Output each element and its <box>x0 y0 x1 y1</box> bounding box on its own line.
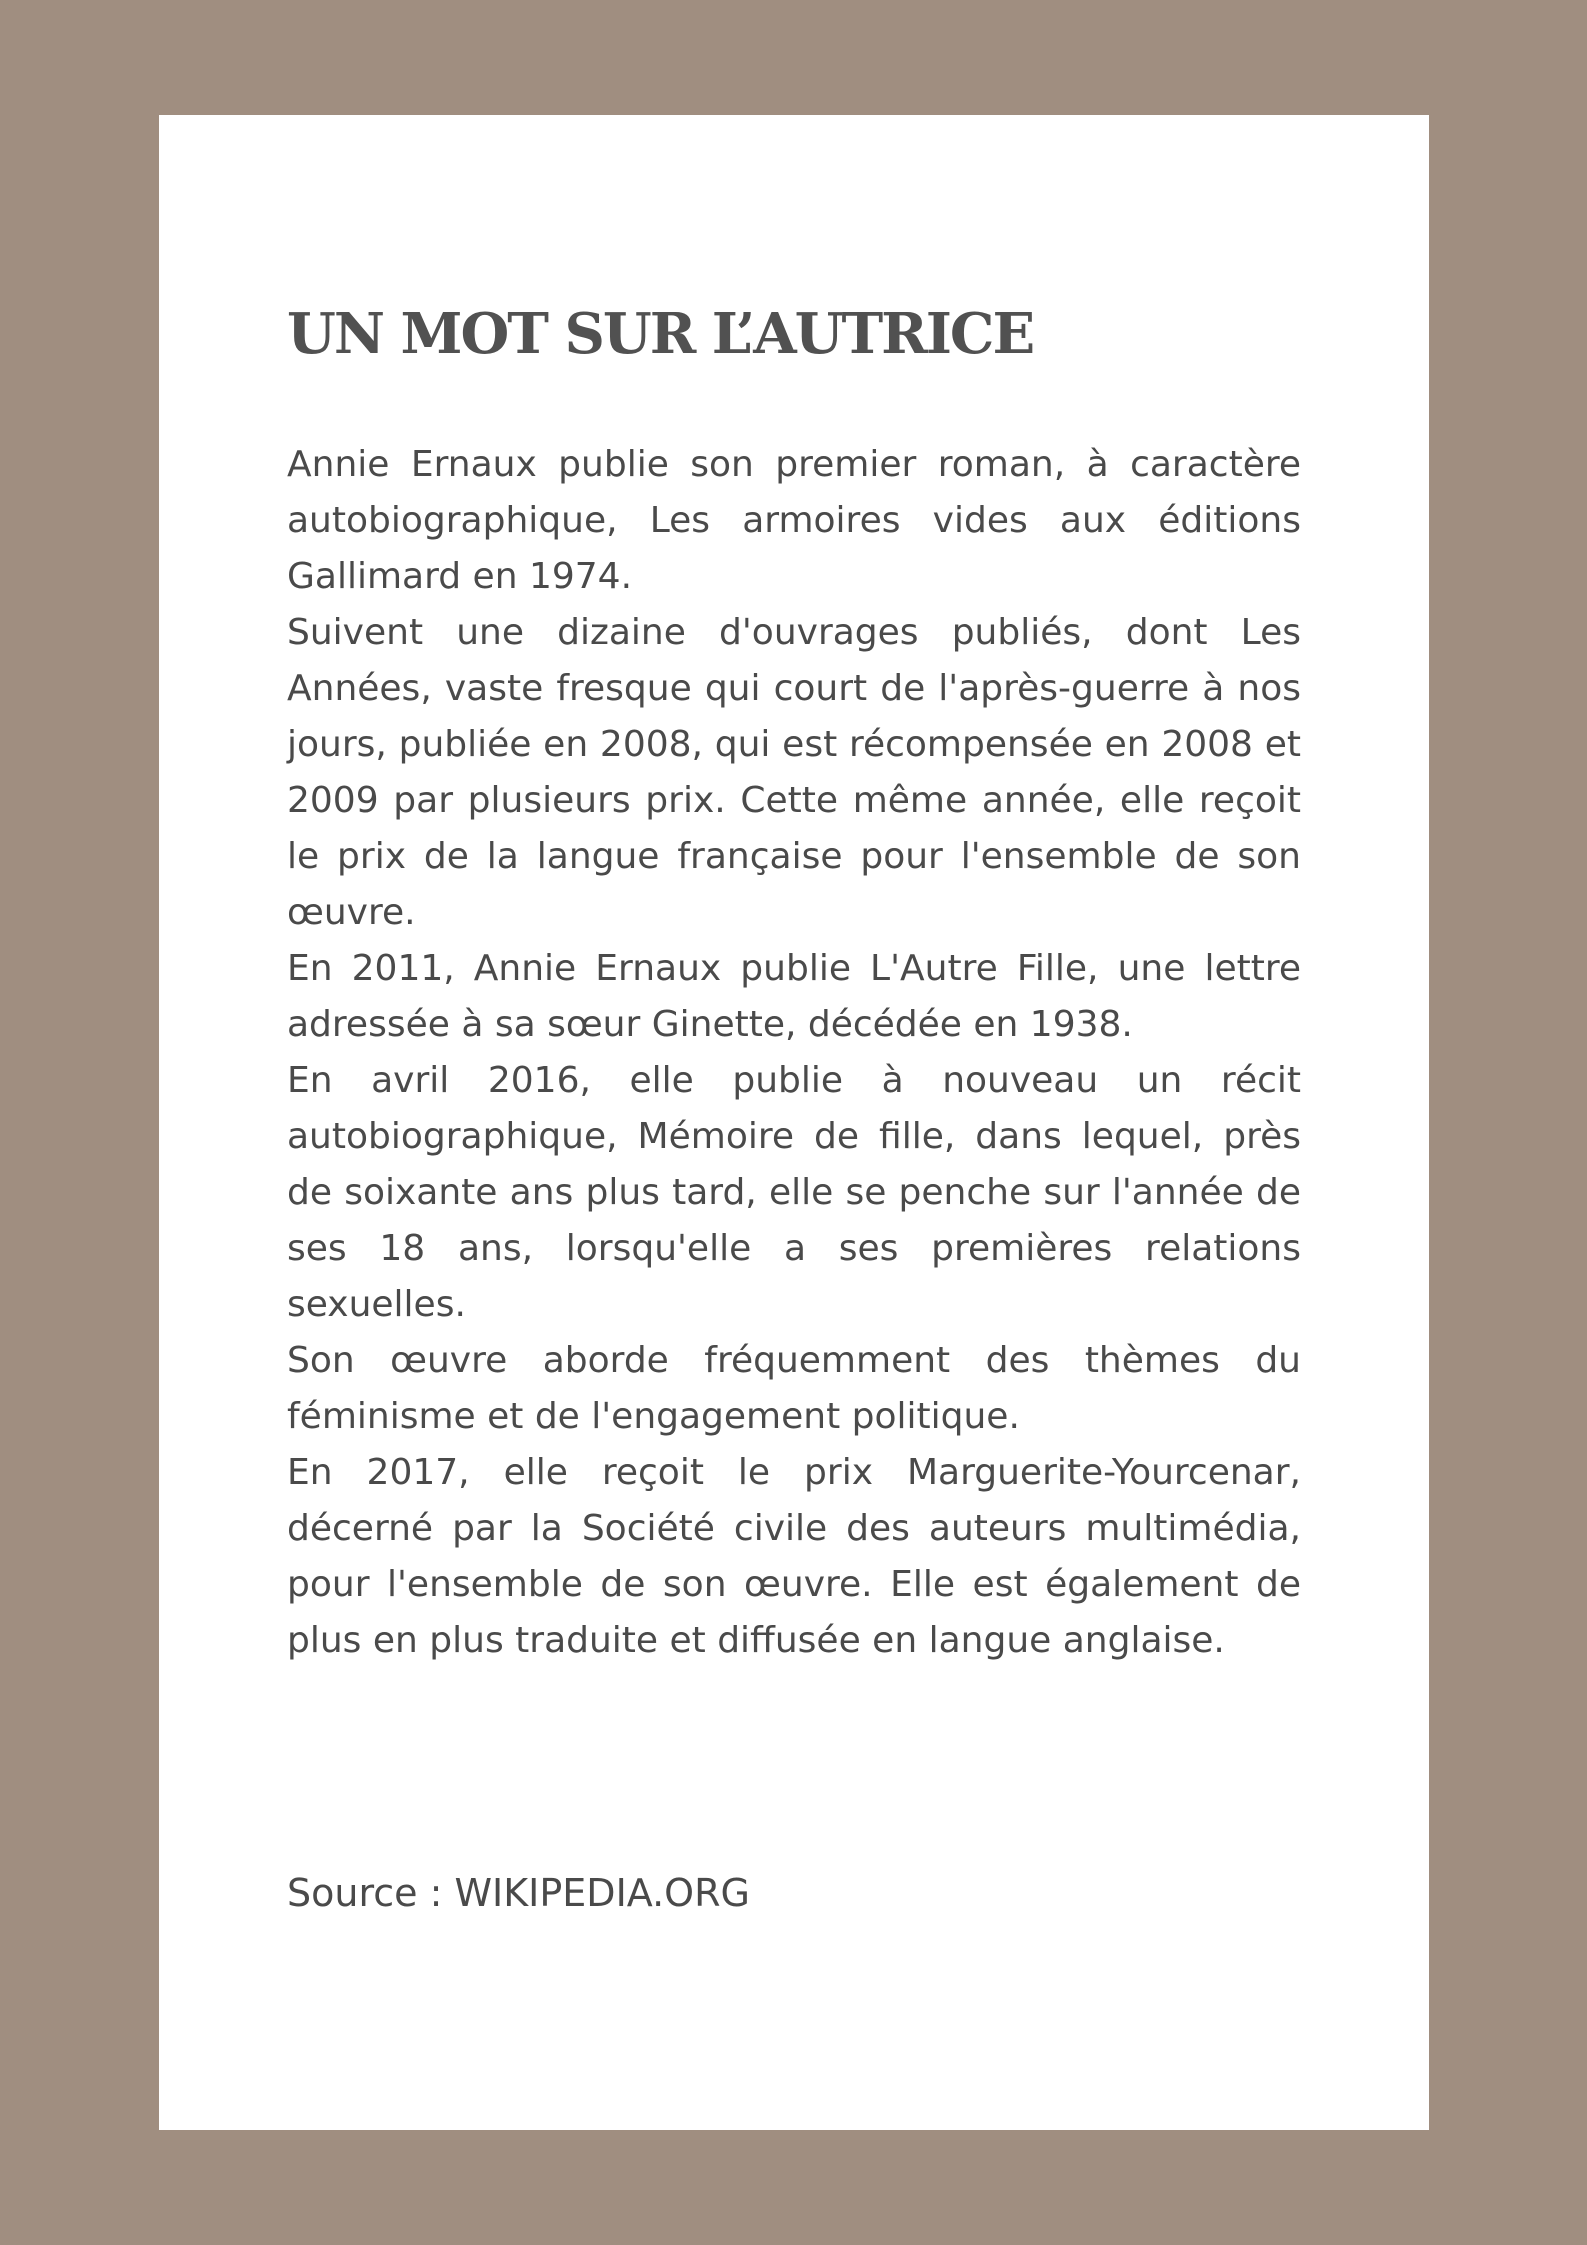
paragraph-3: En 2011, Annie Ernaux publie L'Autre Fille, une lettre adressée à sa sœur Ginette, décédée en 1938. <box>287 948 1301 1045</box>
paragraph-6: En 2017, elle reçoit le prix Marguerite-Yourcenar, décerné par la Société civile des auteurs multimédia, pour l'ensemble de son œuvre. Elle est également de plus en plus traduite et diffusée en langue anglaise. <box>287 1452 1301 1661</box>
paragraph-1: Annie Ernaux publie son premier roman, à caractère autobiographique, Les armoires vides aux éditions Gallimard en 1974. <box>287 444 1301 597</box>
paragraph-2: Suivent une dizaine d'ouvrages publiés, dont Les Années, vaste fresque qui court de l'après-guerre à nos jours, publiée en 2008, qui est récompensée en 2008 et 2009 par plusieurs prix. Cette même année, elle reçoit le prix de la langue française pour l'ensemble de son œuvre. <box>287 612 1301 933</box>
body-text <box>287 437 1301 1669</box>
paragraph-5: Son œuvre aborde fréquemment des thèmes du féminisme et de l'engagement politique. <box>287 1340 1301 1437</box>
paragraph-4: En avril 2016, elle publie à nouveau un récit autobiographique, Mémoire de fille, dans lequel, près de soixante ans plus tard, elle se penche sur l'année de ses 18 ans, lorsqu'elle a ses premières relations sexuelles. <box>287 1060 1301 1325</box>
document-card <box>159 115 1429 2130</box>
page-title: UN MOT SUR L’AUTRICE <box>287 301 1034 367</box>
source-credit: Source : WIKIPEDIA.ORG <box>287 1871 750 1915</box>
